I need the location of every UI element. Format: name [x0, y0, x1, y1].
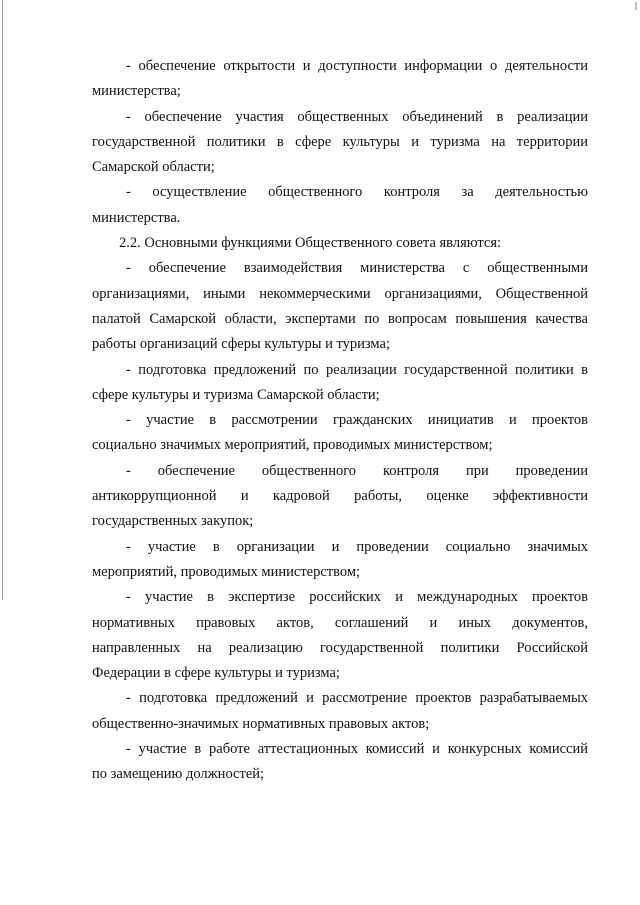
text-line: палатой Самарской области, экспертами по вопросам повышения качества — [92, 310, 588, 327]
text-line: работы организаций сферы культуры и туризма; — [92, 336, 390, 353]
text-line: организациями, иными некоммерческими организациями, Общественной — [92, 285, 588, 302]
text-line: - обеспечение открытости и доступности информации о деятельности — [126, 58, 588, 74]
list-item-paragraph — [92, 54, 588, 105]
list-item-paragraph — [92, 180, 588, 231]
text-line: 2.2. Основными функциями Общественного совета являются: — [119, 235, 502, 252]
text-line: министерства; — [92, 83, 181, 100]
list-item-paragraph — [92, 105, 588, 181]
text-line: - участие в работе аттестационных комиссий и конкурсных комиссий — [126, 741, 588, 758]
text-line: нормативных правовых актов, соглашений и иных документов, — [92, 614, 588, 631]
text-line: - обеспечение участия общественных объединений в реализации — [126, 108, 588, 125]
text-line: государственных закупок; — [92, 513, 254, 530]
text-line: - осуществление общественного контроля за деятельностью — [126, 184, 588, 201]
text-line: Федерации в сфере культуры и туризма; — [92, 665, 340, 682]
text-line: государственной политики в сфере культуры и туризма на территории — [92, 133, 588, 150]
text-line: мероприятий, проводимых министерством; — [92, 563, 361, 580]
text-line: - обеспечение взаимодействия министерства с общественными — [126, 260, 588, 277]
scan-corner-mark — [635, 2, 637, 10]
list-item-paragraph — [92, 535, 588, 586]
text-line: антикоррупционной и кадровой работы, оценке эффективности — [92, 488, 588, 505]
text-line: - участие в экспертизе российских и международных проектов — [126, 589, 588, 606]
text-line: направленных на реализацию государственной политики Российской — [92, 639, 588, 656]
document-body — [92, 54, 588, 788]
text-line: - подготовка предложений по реализации государственной политики в — [126, 361, 588, 378]
text-line: общественно-значимых нормативных правовых актов; — [92, 715, 430, 732]
text-line: - участие в организации и проведении социально значимых — [126, 538, 588, 555]
list-item-paragraph — [92, 459, 588, 535]
text-line: сфере культуры и туризма Самарской области; — [92, 386, 380, 403]
list-item-paragraph — [92, 585, 588, 686]
text-line: социально значимых мероприятий, проводимых министерством; — [92, 437, 493, 454]
text-line: - обеспечение общественного контроля при проведении — [126, 462, 588, 479]
list-item-paragraph — [92, 256, 588, 357]
text-line: министерства. — [92, 209, 181, 226]
text-line: Самарской области; — [92, 159, 215, 176]
text-line: - подготовка предложений и рассмотрение проектов разрабатываемых — [126, 690, 588, 707]
text-line: - участие в рассмотрении гражданских инициатив и проектов — [126, 412, 588, 429]
scan-edge-line — [2, 0, 3, 600]
list-item-paragraph — [92, 408, 588, 459]
list-item-paragraph — [92, 686, 588, 737]
list-item-paragraph — [92, 358, 588, 409]
text-line: по замещению должностей; — [92, 766, 265, 783]
section-heading — [92, 231, 588, 256]
list-item-paragraph — [92, 737, 588, 788]
